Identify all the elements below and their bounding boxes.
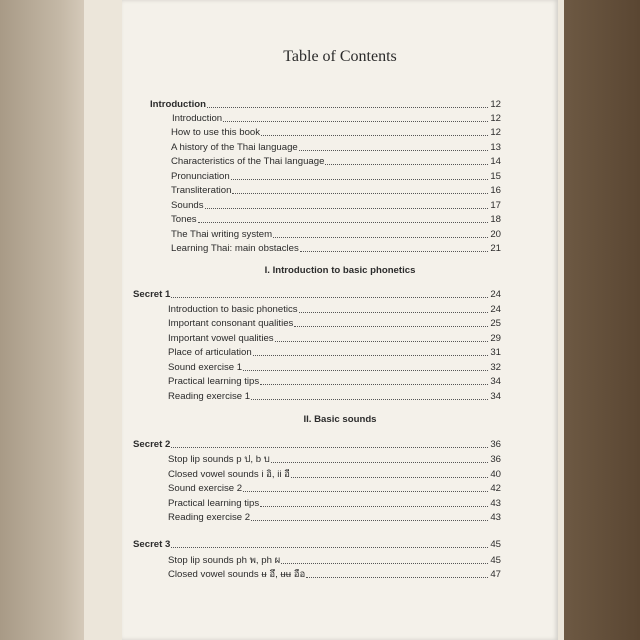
toc-entry-label: How to use this book: [171, 127, 261, 138]
toc-entry-label: Stop lip sounds ph พ, ph ผ: [168, 555, 281, 566]
toc-entry-label: Important consonant qualities: [168, 318, 294, 329]
toc-heading-secret-3: [133, 538, 501, 551]
leader-dots: [171, 447, 488, 448]
toc-entry: [168, 482, 501, 495]
section-title: I. Introduction to basic phonetics: [264, 265, 416, 276]
leader-dots: [171, 297, 488, 298]
toc-entry-label: Introduction to basic phonetics: [168, 304, 298, 315]
toc-entry-label: Secret 2: [133, 439, 171, 450]
toc-entry-label: Reading exercise 1: [168, 391, 251, 402]
background-right: [560, 0, 640, 640]
toc-entry-label: Sound exercise 1: [168, 362, 243, 373]
leader-dots: [325, 164, 488, 165]
toc-entry: [168, 346, 501, 359]
toc-entry: [171, 184, 501, 197]
leader-dots: [275, 341, 489, 342]
toc-page-number: 12: [490, 113, 501, 124]
leader-dots: [261, 135, 488, 136]
toc-entry-label: Secret 1: [133, 289, 171, 300]
toc-page-number: 43: [490, 498, 501, 509]
toc-entry: [168, 303, 501, 316]
toc-entry: [168, 375, 501, 388]
toc-heading-introduction: [150, 98, 501, 111]
toc-entry-label: Important vowel qualities: [168, 333, 274, 344]
leader-dots: [223, 121, 488, 122]
toc-entry-label: Tones: [171, 214, 197, 225]
toc-page-number: 16: [490, 185, 501, 196]
toc-entry: [168, 497, 501, 510]
toc-entry: [168, 468, 501, 481]
toc-entry-label: Stop lip sounds p ป, b บ: [168, 454, 270, 465]
toc-entry: [168, 390, 501, 403]
toc-page-number: 21: [490, 243, 501, 254]
toc-page-number: 31: [490, 347, 501, 358]
toc-page-number: 18: [490, 214, 501, 225]
toc-entry: [168, 317, 501, 330]
leader-dots: [294, 326, 488, 327]
toc-entry-label: Characteristics of the Thai language: [171, 156, 325, 167]
leader-dots: [198, 222, 489, 223]
toc-entry: [172, 112, 501, 125]
toc-entry-label: The Thai writing system: [171, 229, 273, 240]
leader-dots: [231, 179, 489, 180]
toc-entry: [168, 511, 501, 524]
toc-entry-label: Sound exercise 2: [168, 483, 243, 494]
leader-dots: [299, 150, 489, 151]
leader-dots: [251, 399, 488, 400]
toc-page-number: 20: [490, 229, 501, 240]
toc-page-number: 14: [490, 156, 501, 167]
toc-entry: [168, 453, 501, 466]
toc-page-number: 32: [490, 362, 501, 373]
leader-dots: [207, 107, 488, 108]
toc-entry: [171, 199, 501, 212]
toc-entry-label: Introduction: [172, 113, 223, 124]
toc-entry-label: Sounds: [171, 200, 204, 211]
toc-page-number: 24: [490, 304, 501, 315]
background-left: [0, 0, 86, 640]
leader-dots: [281, 563, 488, 564]
toc-page-number: 36: [490, 439, 501, 450]
leader-dots: [251, 520, 488, 521]
toc-entry-label: Pronunciation: [171, 171, 230, 182]
toc-page-number: 17: [490, 200, 501, 211]
toc-entry: [171, 170, 501, 183]
toc-entry-label: Practical learning tips: [168, 498, 260, 509]
toc-page-number: 47: [490, 569, 501, 580]
toc-page-number: 12: [490, 127, 501, 138]
section-title: II. Basic sounds: [303, 414, 377, 425]
leader-dots: [300, 251, 489, 252]
toc-page-number: 36: [490, 454, 501, 465]
toc-entry-label: Secret 3: [133, 539, 171, 550]
toc-heading-secret-2: [133, 438, 501, 451]
toc-entry: [171, 155, 501, 168]
toc-entry: [168, 554, 501, 567]
leader-dots: [205, 208, 489, 209]
leader-dots: [232, 193, 488, 194]
toc-page-number: 42: [490, 483, 501, 494]
toc-entry: [171, 228, 501, 241]
toc-entry-label: Introduction: [150, 99, 206, 110]
toc-page-number: 40: [490, 469, 501, 480]
toc-page-number: 29: [490, 333, 501, 344]
toc-entry: [171, 141, 501, 154]
toc-entry-label: Reading exercise 2: [168, 512, 251, 523]
table-of-contents: [122, 0, 558, 640]
toc-page-number: 45: [490, 539, 501, 550]
toc-entry: [171, 242, 501, 255]
leader-dots: [243, 491, 488, 492]
leader-dots: [273, 237, 488, 238]
leader-dots: [171, 547, 488, 548]
toc-page-number: 45: [490, 555, 501, 566]
toc-page-number: 12: [490, 99, 501, 110]
leader-dots: [306, 577, 488, 578]
leader-dots: [271, 462, 489, 463]
toc-page-number: 25: [490, 318, 501, 329]
toc-page-number: 15: [490, 171, 501, 182]
toc-entry: [168, 332, 501, 345]
leader-dots: [299, 312, 489, 313]
toc-page-number: 13: [490, 142, 501, 153]
page-title: Table of Contents: [283, 48, 397, 65]
book-page: [122, 0, 558, 640]
toc-entry-label: Practical learning tips: [168, 376, 260, 387]
toc-page-number: 34: [490, 391, 501, 402]
toc-heading-secret-1: [133, 288, 501, 301]
toc-entry: [168, 568, 501, 581]
leader-dots: [260, 384, 488, 385]
toc-entry: [168, 361, 501, 374]
toc-entry-label: Place of articulation: [168, 347, 252, 358]
leader-dots: [253, 355, 489, 356]
toc-entry-label: Closed vowel sounds ʉ อึ, ʉʉ อือ: [168, 569, 306, 580]
toc-entry-label: Learning Thai: main obstacles: [171, 243, 299, 254]
toc-entry: [171, 126, 501, 139]
toc-entry-label: Transliteration: [171, 185, 232, 196]
toc-entry: [171, 213, 501, 226]
toc-entry-label: Closed vowel sounds i อิ, ii อี: [168, 469, 290, 480]
toc-page-number: 34: [490, 376, 501, 387]
leader-dots: [291, 477, 488, 478]
toc-page-number: 24: [490, 289, 501, 300]
leader-dots: [260, 506, 488, 507]
leader-dots: [243, 370, 488, 371]
toc-page-number: 43: [490, 512, 501, 523]
toc-entry-label: A history of the Thai language: [171, 142, 298, 153]
